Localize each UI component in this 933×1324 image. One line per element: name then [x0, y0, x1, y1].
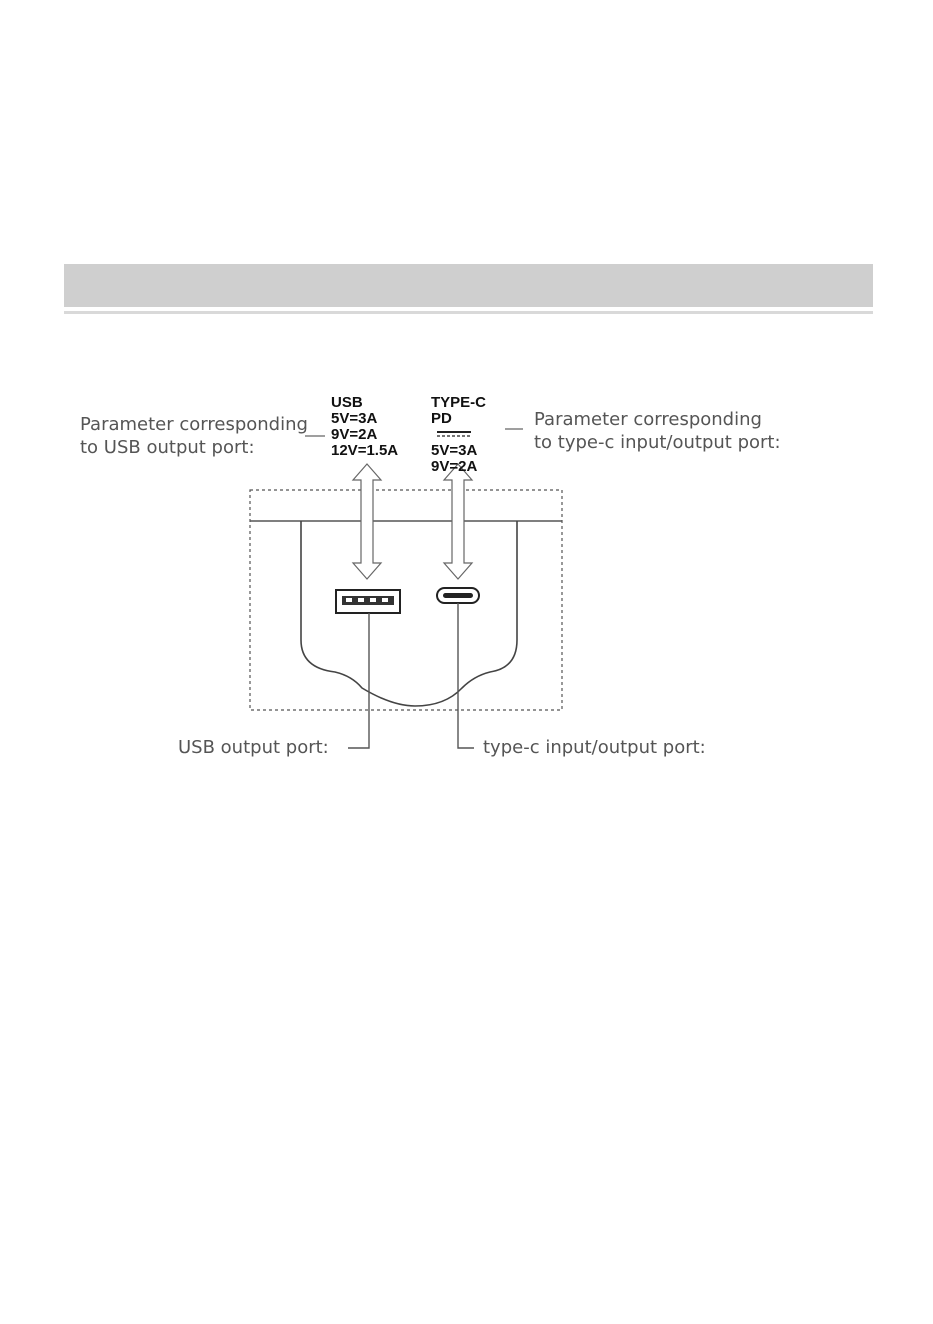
typec-port-callout: [458, 603, 474, 748]
usb-spec-line: 5V=3A: [331, 410, 378, 427]
usb-param-label: [80, 413, 308, 459]
typec-port-icon: [437, 588, 479, 603]
dc-current-icon: [437, 429, 471, 439]
device-outline-box: [250, 490, 562, 710]
typec-spec-block: [431, 395, 486, 475]
typec-port-label: type-c input/output port:: [483, 737, 706, 758]
typec-spec-line: 9V=2A: [431, 458, 478, 475]
usb-spec-block: [331, 395, 398, 459]
typec-param-label: [534, 408, 781, 454]
usb-spec-line: 12V=1.5A: [331, 442, 399, 459]
usb-port-callout: [348, 613, 369, 748]
typec-pd-row: [431, 411, 486, 443]
typec-param-label-line2: to type-c input/output port:: [534, 432, 781, 453]
usb-param-label-line1: Parameter corresponding: [80, 414, 308, 435]
usb-spec-line: 9V=2A: [331, 426, 378, 443]
typec-spec-line: 5V=3A: [431, 442, 478, 459]
usb-port-icon: [336, 590, 400, 613]
usb-param-label-line2: to USB output port:: [80, 437, 255, 458]
usb-spec-title: USB: [331, 394, 363, 411]
typec-param-label-line1: Parameter corresponding: [534, 409, 762, 430]
typec-spec-title: TYPE-C: [431, 394, 487, 411]
usb-port-label: USB output port:: [178, 737, 329, 758]
device-housing-curve: [301, 521, 517, 706]
typec-pd-label: PD: [431, 410, 452, 427]
